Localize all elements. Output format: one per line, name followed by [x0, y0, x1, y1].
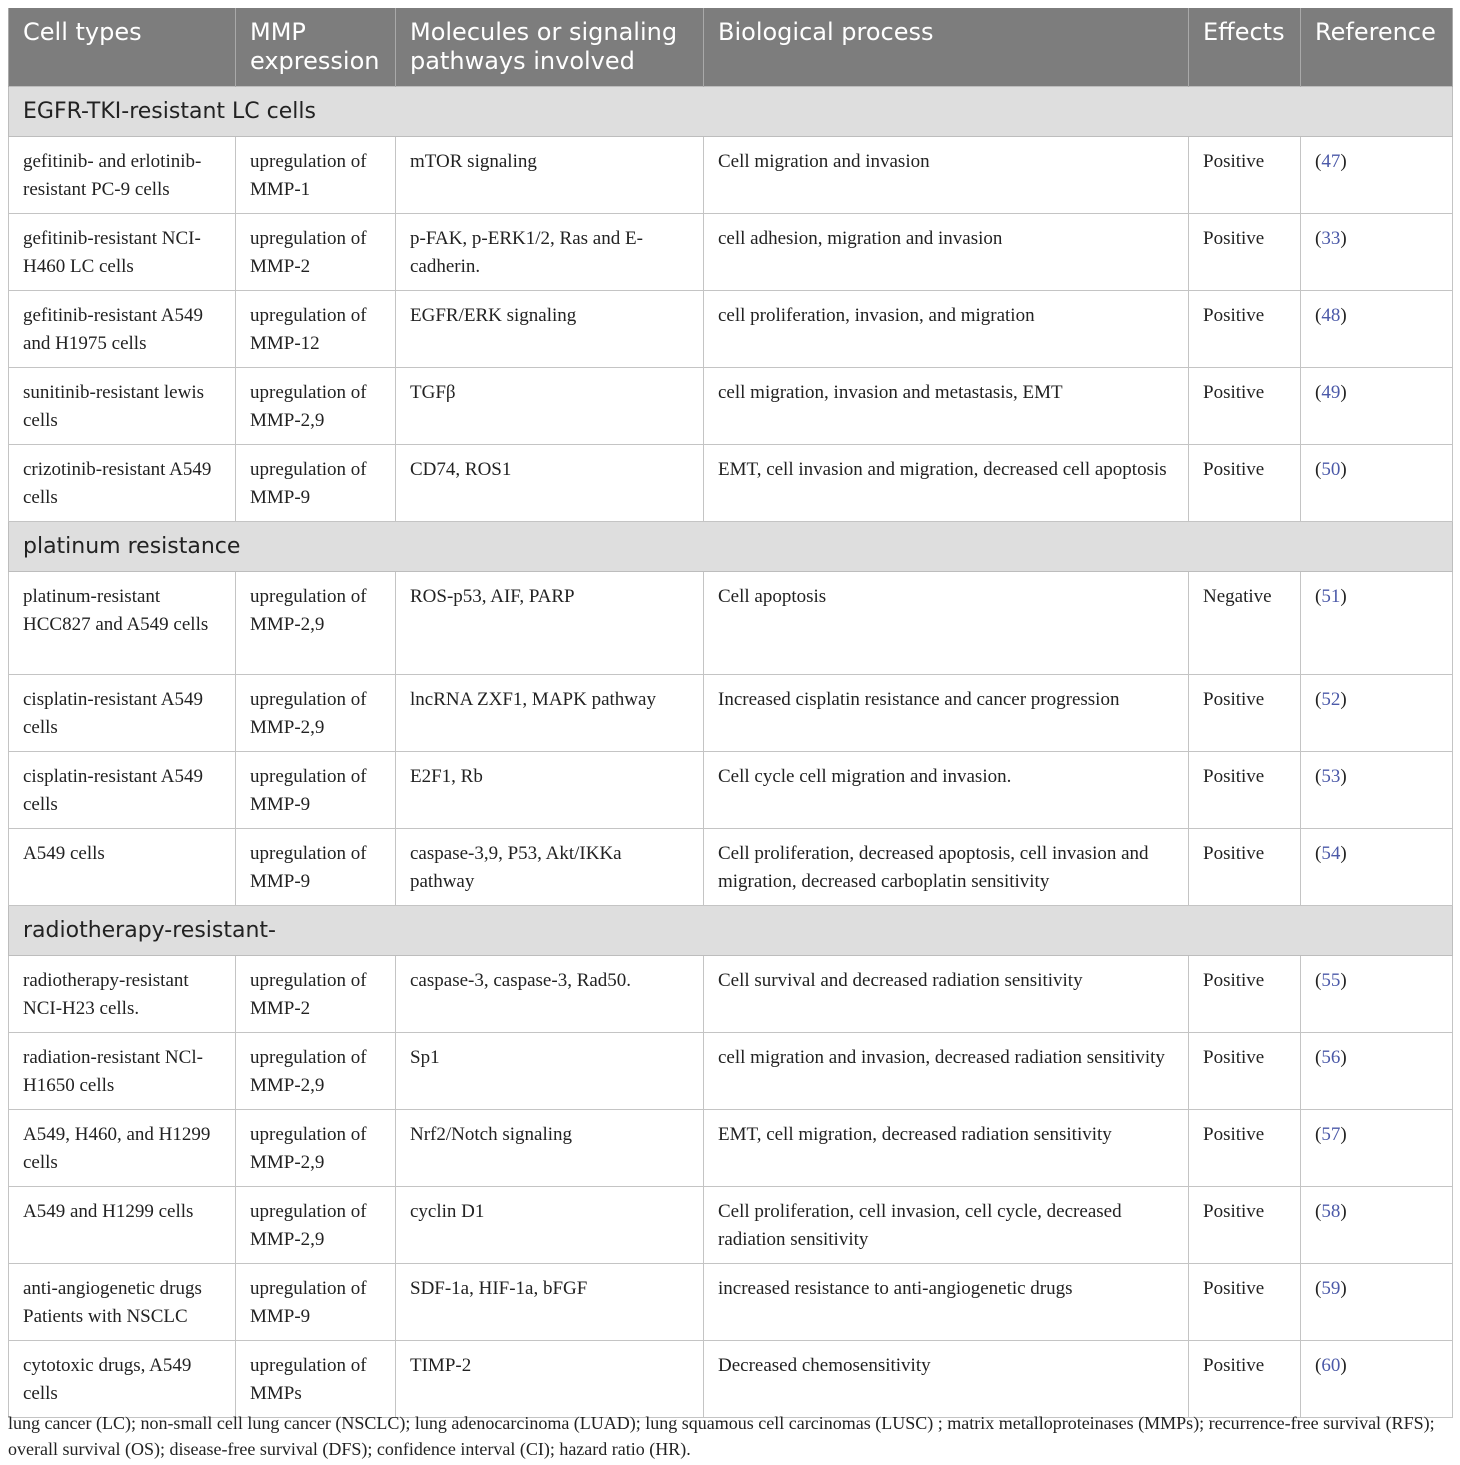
- group-title: EGFR-TKI-resistant LC cells: [9, 87, 1453, 137]
- cell-type-cell: sunitinib-resistant lewis cells: [9, 368, 236, 445]
- reference-cell: (48): [1301, 291, 1453, 368]
- reference-cell: (56): [1301, 1033, 1453, 1110]
- table-row: [9, 956, 1453, 1033]
- header-mmp-expression: MMP expression: [236, 8, 396, 87]
- mmp-expression-cell: upregulation of MMPs: [236, 1341, 396, 1418]
- reference-cell: (59): [1301, 1264, 1453, 1341]
- reference-link[interactable]: 60: [1321, 1355, 1341, 1376]
- reference-link[interactable]: 50: [1321, 459, 1341, 480]
- mmp-expression-cell: upregulation of MMP-2: [236, 214, 396, 291]
- reference-link[interactable]: 53: [1321, 766, 1341, 787]
- mmp-expression-cell: upregulation of MMP-12: [236, 291, 396, 368]
- group-row: [9, 906, 1453, 956]
- reference-link[interactable]: 52: [1321, 689, 1341, 710]
- reference-cell: (33): [1301, 214, 1453, 291]
- effect-cell: Positive: [1189, 291, 1301, 368]
- cell-type-cell: radiation-resistant NCl-H1650 cells: [9, 1033, 236, 1110]
- header-reference: Reference: [1301, 8, 1453, 87]
- table-row: [9, 572, 1453, 675]
- mmp-resistance-table: [8, 8, 1453, 1418]
- effect-cell: Positive: [1189, 368, 1301, 445]
- molecules-cell: CD74, ROS1: [396, 445, 704, 522]
- reference-link[interactable]: 51: [1321, 586, 1341, 607]
- mmp-expression-cell: upregulation of MMP-2,9: [236, 675, 396, 752]
- mmp-expression-cell: upregulation of MMP-2,9: [236, 1187, 396, 1264]
- effect-cell: Positive: [1189, 137, 1301, 214]
- reference-link[interactable]: 33: [1321, 228, 1341, 249]
- table-row: [9, 1110, 1453, 1187]
- cell-type-cell: gefitinib-resistant A549 and H1975 cells: [9, 291, 236, 368]
- cell-type-cell: radiotherapy-resistant NCI-H23 cells.: [9, 956, 236, 1033]
- reference-link[interactable]: 56: [1321, 1047, 1341, 1068]
- effect-cell: Positive: [1189, 445, 1301, 522]
- cell-type-cell: A549, H460, and H1299 cells: [9, 1110, 236, 1187]
- mmp-expression-cell: upregulation of MMP-2: [236, 956, 396, 1033]
- molecules-cell: TIMP-2: [396, 1341, 704, 1418]
- effect-cell: Positive: [1189, 1187, 1301, 1264]
- header-biological-process: Biological process: [704, 8, 1189, 87]
- table-row: [9, 829, 1453, 906]
- reference-link[interactable]: 48: [1321, 305, 1341, 326]
- mmp-expression-cell: upregulation of MMP-9: [236, 752, 396, 829]
- reference-link[interactable]: 54: [1321, 843, 1341, 864]
- group-row: [9, 522, 1453, 572]
- molecules-cell: SDF-1a, HIF-1a, bFGF: [396, 1264, 704, 1341]
- reference-cell: (54): [1301, 829, 1453, 906]
- biological-process-cell: Cell apoptosis: [704, 572, 1189, 675]
- molecules-cell: caspase-3,9, P53, Akt/IKKa pathway: [396, 829, 704, 906]
- header-molecules: Molecules or signaling pathways involved: [396, 8, 704, 87]
- molecules-cell: TGFβ: [396, 368, 704, 445]
- table-row: [9, 752, 1453, 829]
- effect-cell: Positive: [1189, 1264, 1301, 1341]
- table-row: [9, 291, 1453, 368]
- cell-type-cell: platinum-resistant HCC827 and A549 cells: [9, 572, 236, 675]
- molecules-cell: Nrf2/Notch signaling: [396, 1110, 704, 1187]
- table-row: [9, 675, 1453, 752]
- table-row: [9, 1187, 1453, 1264]
- biological-process-cell: Cell proliferation, decreased apoptosis, cell invasion and migration, decreased carboplatin sensitivity: [704, 829, 1189, 906]
- reference-link[interactable]: 55: [1321, 970, 1341, 991]
- reference-cell: (52): [1301, 675, 1453, 752]
- cell-type-cell: A549 and H1299 cells: [9, 1187, 236, 1264]
- molecules-cell: ROS-p53, AIF, PARP: [396, 572, 704, 675]
- cell-type-cell: gefitinib-resistant NCI-H460 LC cells: [9, 214, 236, 291]
- biological-process-cell: Cell proliferation, cell invasion, cell cycle, decreased radiation sensitivity: [704, 1187, 1189, 1264]
- table-row: [9, 445, 1453, 522]
- effect-cell: Positive: [1189, 1341, 1301, 1418]
- reference-cell: (49): [1301, 368, 1453, 445]
- biological-process-cell: Increased cisplatin resistance and cancer progression: [704, 675, 1189, 752]
- biological-process-cell: cell migration and invasion, decreased radiation sensitivity: [704, 1033, 1189, 1110]
- effect-cell: Positive: [1189, 829, 1301, 906]
- cell-type-cell: cisplatin-resistant A549 cells: [9, 752, 236, 829]
- reference-cell: (55): [1301, 956, 1453, 1033]
- effect-cell: Positive: [1189, 956, 1301, 1033]
- reference-link[interactable]: 49: [1321, 382, 1341, 403]
- table-row: [9, 137, 1453, 214]
- molecules-cell: p-FAK, p-ERK1/2, Ras and E-cadherin.: [396, 214, 704, 291]
- effect-cell: Positive: [1189, 752, 1301, 829]
- cell-type-cell: crizotinib-resistant A549 cells: [9, 445, 236, 522]
- table-row: [9, 1341, 1453, 1418]
- group-title: radiotherapy-resistant-: [9, 906, 1453, 956]
- biological-process-cell: Cell migration and invasion: [704, 137, 1189, 214]
- reference-link[interactable]: 58: [1321, 1201, 1341, 1222]
- table-body: [9, 87, 1453, 1418]
- table-footnote: lung cancer (LC); non-small cell lung cancer (NSCLC); lung adenocarcinoma (LUAD); lung squamous cell carcinomas (LUSC) ; matrix metalloproteinases (MMPs); recurrence-free survival (RFS); overall survival (OS); disease-free survival (DFS); confidence interval (CI); hazard ratio (HR).: [8, 1413, 1435, 1459]
- table-container: [8, 8, 1452, 1418]
- biological-process-cell: EMT, cell invasion and migration, decreased cell apoptosis: [704, 445, 1189, 522]
- effect-cell: Positive: [1189, 675, 1301, 752]
- reference-link[interactable]: 59: [1321, 1278, 1341, 1299]
- cell-type-cell: A549 cells: [9, 829, 236, 906]
- reference-cell: (57): [1301, 1110, 1453, 1187]
- table-row: [9, 368, 1453, 445]
- mmp-expression-cell: upregulation of MMP-9: [236, 829, 396, 906]
- mmp-expression-cell: upregulation of MMP-9: [236, 445, 396, 522]
- cell-type-cell: cisplatin-resistant A549 cells: [9, 675, 236, 752]
- molecules-cell: Sp1: [396, 1033, 704, 1110]
- table-row: [9, 1033, 1453, 1110]
- mmp-expression-cell: upregulation of MMP-1: [236, 137, 396, 214]
- molecules-cell: caspase-3, caspase-3, Rad50.: [396, 956, 704, 1033]
- biological-process-cell: cell proliferation, invasion, and migration: [704, 291, 1189, 368]
- biological-process-cell: Decreased chemosensitivity: [704, 1341, 1189, 1418]
- cell-type-cell: gefitinib- and erlotinib-resistant PC-9 cells: [9, 137, 236, 214]
- reference-link[interactable]: 47: [1321, 151, 1341, 172]
- mmp-expression-cell: upregulation of MMP-2,9: [236, 1110, 396, 1187]
- header-cell-types: Cell types: [9, 8, 236, 87]
- reference-link[interactable]: 57: [1321, 1124, 1341, 1145]
- reference-cell: (58): [1301, 1187, 1453, 1264]
- reference-cell: (51): [1301, 572, 1453, 675]
- group-title: platinum resistance: [9, 522, 1453, 572]
- molecules-cell: EGFR/ERK signaling: [396, 291, 704, 368]
- molecules-cell: lncRNA ZXF1, MAPK pathway: [396, 675, 704, 752]
- cell-type-cell: cytotoxic drugs, A549 cells: [9, 1341, 236, 1418]
- effect-cell: Positive: [1189, 1033, 1301, 1110]
- table-header: [9, 8, 1453, 87]
- cell-type-cell: anti-angiogenetic drugs Patients with NSCLC: [9, 1264, 236, 1341]
- effect-cell: Positive: [1189, 214, 1301, 291]
- table-row: [9, 1264, 1453, 1341]
- reference-cell: (47): [1301, 137, 1453, 214]
- biological-process-cell: increased resistance to anti-angiogenetic drugs: [704, 1264, 1189, 1341]
- molecules-cell: E2F1, Rb: [396, 752, 704, 829]
- mmp-expression-cell: upregulation of MMP-2,9: [236, 368, 396, 445]
- table-row: [9, 214, 1453, 291]
- molecules-cell: mTOR signaling: [396, 137, 704, 214]
- reference-cell: (53): [1301, 752, 1453, 829]
- effect-cell: Negative: [1189, 572, 1301, 675]
- mmp-expression-cell: upregulation of MMP-2,9: [236, 1033, 396, 1110]
- reference-cell: (50): [1301, 445, 1453, 522]
- group-row: [9, 87, 1453, 137]
- biological-process-cell: cell migration, invasion and metastasis, EMT: [704, 368, 1189, 445]
- mmp-expression-cell: upregulation of MMP-2,9: [236, 572, 396, 675]
- effect-cell: Positive: [1189, 1110, 1301, 1187]
- biological-process-cell: EMT, cell migration, decreased radiation sensitivity: [704, 1110, 1189, 1187]
- biological-process-cell: cell adhesion, migration and invasion: [704, 214, 1189, 291]
- header-effects: Effects: [1189, 8, 1301, 87]
- header-row: [9, 8, 1453, 87]
- biological-process-cell: Cell survival and decreased radiation sensitivity: [704, 956, 1189, 1033]
- reference-cell: (60): [1301, 1341, 1453, 1418]
- mmp-expression-cell: upregulation of MMP-9: [236, 1264, 396, 1341]
- biological-process-cell: Cell cycle cell migration and invasion.: [704, 752, 1189, 829]
- molecules-cell: cyclin D1: [396, 1187, 704, 1264]
